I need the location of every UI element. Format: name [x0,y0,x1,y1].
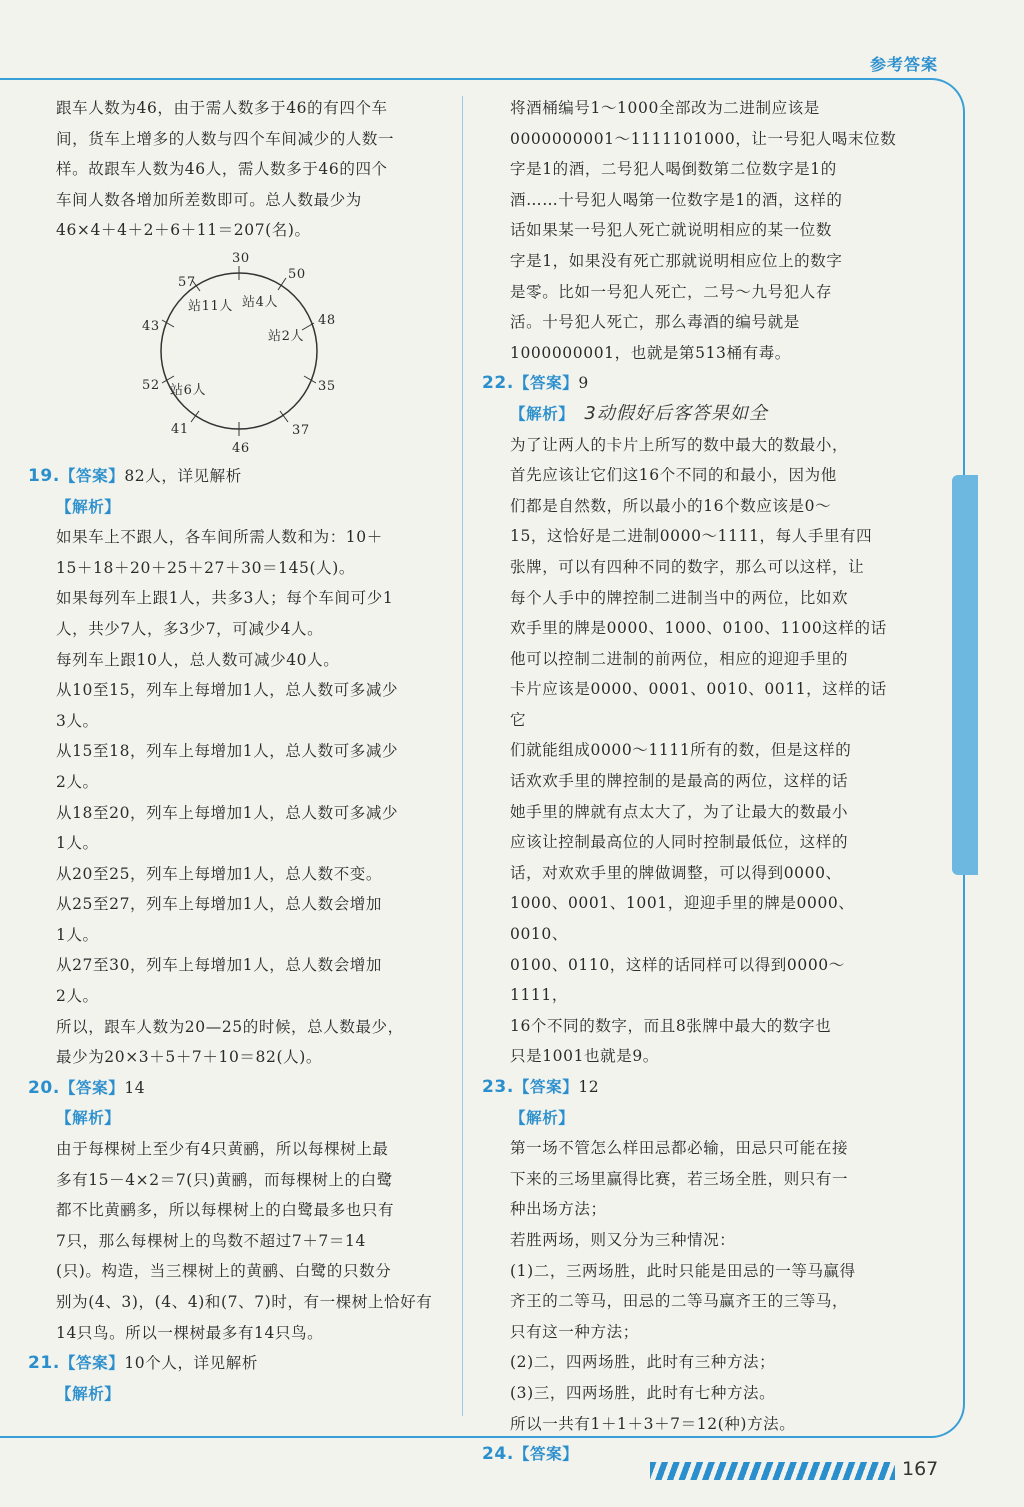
question-number: 24. [482,1444,514,1465]
analysis-tag-row [510,1103,902,1134]
analysis-tag-row [56,492,448,523]
text-line: 46×4＋4＋2＋6＋11＝207(名)。 [56,221,311,240]
text-line: 酒……十号犯人喝第一位数字是1的酒，这样的 [510,190,843,209]
answer-tag: 【答案】 [59,1354,125,1373]
text-line: 跟车人数为46，由于需人数多于46的有四个车 [56,99,388,117]
text-line: 每个人手中的牌控制二进制当中的两位，比如欢 [510,588,849,607]
text-line: 从20至25，列车上每增加1人，总人数不变。 [56,864,383,883]
text-line: 他可以控制二进制的前两位，相应的迎迎手里的 [510,649,849,668]
text-line: 字是1的酒，二号犯人喝倒数第二位数字是1的 [510,160,837,179]
text-line: 从25至27，列车上每增加1人，总人数会增加 [56,895,383,914]
diagram-number: 37 [292,422,310,438]
section-title: 参考答案 [869,55,938,74]
analysis-tag: 【解析】 [56,1109,121,1128]
text-line: 话欢欢手里的牌控制的是最高的两位，这样的话 [510,772,849,791]
text-line: 为了让两人的卡片上所写的数中最大的数最小， [510,435,849,454]
text-line: 张牌，可以有四种不同的数字，那么可以这样，让 [510,557,865,576]
text-line: 她手里的牌就有点太大了，为了让最大的数最小 [510,802,849,821]
text-line: 2人。 [56,772,99,791]
text-line: 若胜两场，则又分为三种情况： [510,1230,736,1249]
text-line: 首先应该让它们这16个不同的和最小，因为他 [510,466,837,485]
text-line: 15＋18＋20＋25＋27＋30＝145(人)。 [56,558,356,577]
text-line: 1000000001，也就是第513桶有毒。 [510,343,791,362]
text-line: (1)二，三两场胜，此时只能是田忌的一等马赢得 [510,1261,856,1280]
question-20 [28,1073,448,1104]
text-line: 14只鸟。所以一棵树最多有14只鸟。 [56,1323,324,1342]
text-line: 车间人数各增加所差数即可。总人数最少为 [56,190,362,209]
diagram-number: 35 [318,378,336,394]
text-line: 3人。 [56,711,99,730]
text-line: 话如果某一号犯人死亡就说明相应的某一位数 [510,221,833,240]
text-line: 15，这恰好是二进制0000～1111，每人手里有四 [510,527,873,546]
text-line: 将酒桶编号1～1000全部改为二进制应该是 [510,99,820,117]
text-line: 应该让控制最高位的人同时控制最低位，这样的 [510,833,849,852]
diagram-number: 48 [318,312,336,328]
question-number: 23. [482,1077,514,1097]
text-line: 人，共少7人，多3少7，可减少4人。 [56,619,324,638]
question-21 [28,1348,448,1379]
text-line: 1000、0001、1001，迎迎手里的牌是0000、0010、 [510,894,855,944]
question-number: 21. [28,1353,60,1374]
text-line: 所以，跟车人数为20—25的时候，总人数最少， [56,1017,404,1036]
answer-text: 9 [578,374,589,393]
text-line: (2)二，四两场胜，此时有三种方法； [510,1353,776,1372]
answer-text: 12 [578,1078,600,1096]
diagram-number: 30 [232,250,250,266]
text-line: (只)。构造，当三棵树上的黄鹂、白鹭的只数分 [56,1262,392,1281]
text-line: 多有15－4×2＝7(只)黄鹂，而每棵树上的白鹭 [56,1170,393,1189]
side-tab [952,475,978,875]
question-22 [482,368,902,399]
analysis-tag-row [510,399,902,430]
text-line: 只有这一种方法； [510,1322,639,1341]
text-line: 齐王的二等马，田忌的二等马赢齐王的三等马， [510,1292,849,1311]
diagram-station: 站2人 [268,328,305,344]
diagram-number: 52 [142,377,160,393]
text-line: 从18至20，列车上每增加1人，总人数可多减少 [56,803,399,822]
answer-tag: 【答案】 [59,466,125,485]
text-line: 是零。比如一号犯人死亡，二号～九号犯人存 [510,282,833,301]
text-line: 从10至15，列车上每增加1人，总人数可多减少 [56,681,399,700]
text-line: 1人。 [56,925,99,944]
answer-text: 82人，详见解析 [124,466,242,485]
diagram-station: 站4人 [242,294,279,310]
text-line: 从15至18，列车上每增加1人，总人数可多减少 [56,742,399,761]
text-line: 2人。 [56,987,99,1006]
diagram-number: 50 [288,266,306,282]
diagram-number: 41 [171,421,189,437]
question-number: 22. [482,373,514,394]
question-number: 19. [28,465,60,486]
text-line: 第一场不管怎么样田忌都必输，田忌只可能在接 [510,1139,849,1158]
diagram-station: 站11人 [188,298,233,314]
text-line: 卡片应该是0000、0001、0010、0011，这样的话它 [510,680,887,729]
text-line: 最少为20×3＋5＋7＋10＝82(人)。 [56,1048,322,1067]
left-column [28,93,448,1409]
text-line: 7只，那么每棵树上的鸟数不超过7＋7＝14 [56,1231,366,1250]
answer-tag: 【答案】 [513,374,579,393]
diagram-number: 57 [178,274,196,290]
question-19 [28,461,448,492]
answer-text: 10个人，详见解析 [124,1354,258,1373]
diagram-station: 站6人 [170,382,207,398]
column-divider [462,96,463,1416]
text-line: 0100、0110，这样的话同样可以得到0000～1111， [510,955,845,1005]
answer-tag: 【答案】 [513,1078,579,1096]
text-line: 只是1001也就是9。 [510,1047,659,1066]
analysis-tag: 【解析】 [510,404,575,423]
text-line: 字是1，如果没有死亡那就说明相应位上的数字 [510,251,843,270]
text-line: 由于每棵树上至少有4只黄鹂，所以每棵树上最 [56,1140,389,1159]
text-line: (3)三，四两场胜，此时有七种方法。 [510,1383,776,1402]
text-line: 所以一共有1＋1＋3＋7＝12(种)方法。 [510,1414,796,1433]
text-line: 如果每列车上跟1人，共多3人；每个车间可少1 [56,589,394,608]
circle-diagram [56,246,448,461]
diagram-number: 43 [142,318,160,334]
right-column [482,93,902,1470]
handwritten-note: 3动假好后客答果如全 [584,402,768,424]
diagram-number: 46 [232,440,250,456]
footer-stripes [650,1462,895,1480]
text-line: 每列车上跟10人，总人数可减少40人。 [56,650,340,669]
text-line: 样。故跟车人数为46人，需人数多于46的四个 [56,160,388,179]
text-line: 下来的三场里赢得比赛，若三场全胜，则只有一 [510,1169,849,1188]
page-number: 167 [902,1458,939,1480]
answer-text: 14 [124,1078,146,1097]
question-number: 20. [28,1077,60,1098]
text-line: 们就能组成0000～1111所有的数，但是这样的 [510,741,852,760]
text-line: 1人。 [56,834,99,853]
text-line: 如果车上不跟人，各车间所需人数和为：10＋ [56,528,383,547]
text-line: 们都是自然数，所以最小的16个数应该是0～ [510,496,832,515]
text-line: 间，货车上增多的人数与四个车间减少的人数一 [56,129,395,148]
text-line: 话，对欢欢手里的牌做调整，可以得到0000、 [510,863,842,882]
text-line: 0000000001～1111101000，让一号犯人喝末位数 [510,129,897,148]
text-line: 种出场方法； [510,1200,607,1219]
text-line: 欢手里的牌是0000、1000、0100、1100这样的话 [510,619,887,638]
text-line: 别为(4、3)，(4、4)和(7、7)时，有一棵树上恰好有 [56,1293,433,1311]
answer-tag: 【答案】 [513,1445,579,1464]
text-line: 从27至30，列车上每增加1人，总人数会增加 [56,956,383,975]
analysis-tag-row [56,1379,448,1410]
text-line: 活。十号犯人死亡，那么毒酒的编号就是 [510,313,800,332]
analysis-tag-row [56,1103,448,1134]
text-line: 都不比黄鹂多，所以每棵树上的白鹭最多也只有 [56,1201,395,1220]
answer-tag: 【答案】 [59,1078,125,1097]
analysis-tag: 【解析】 [56,497,121,516]
analysis-tag: 【解析】 [510,1108,575,1127]
text-line: 16个不同的数字，而且8张牌中最大的数字也 [510,1016,832,1035]
analysis-tag: 【解析】 [56,1384,121,1403]
question-23 [482,1072,902,1103]
